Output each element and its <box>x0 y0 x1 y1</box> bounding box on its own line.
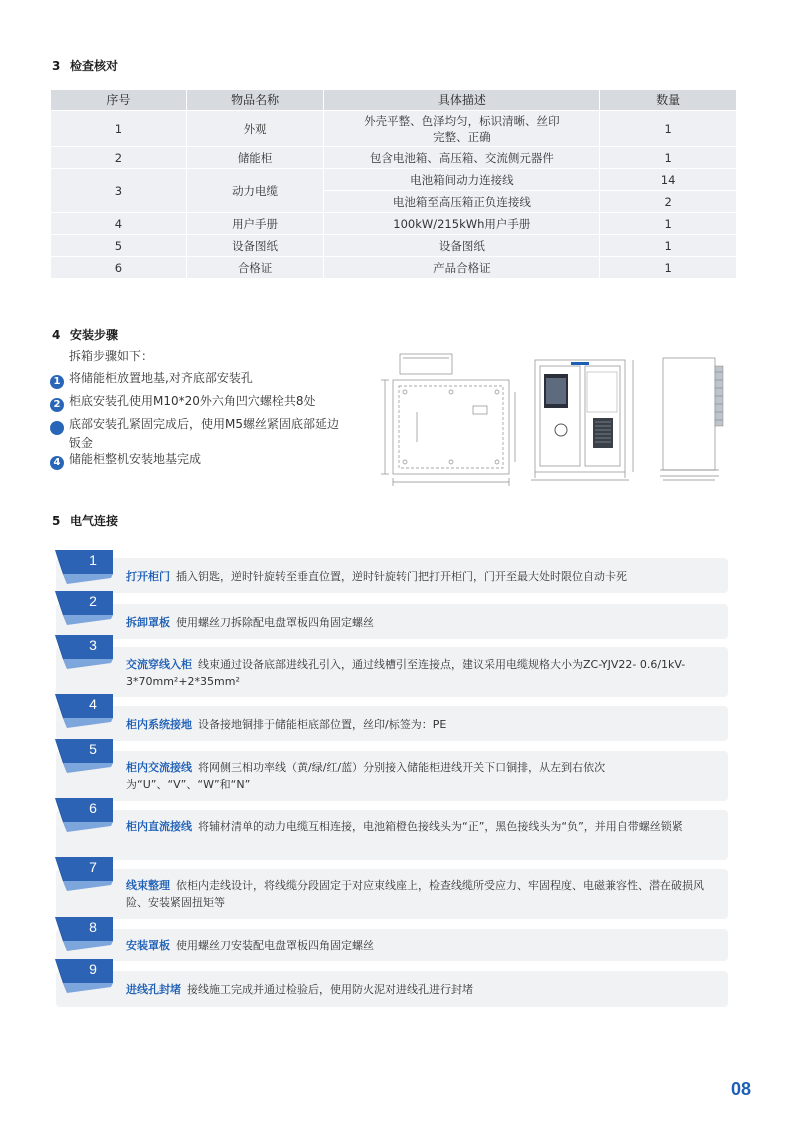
step-number-tab: 9 <box>55 959 127 983</box>
table-header: 具体描述 <box>324 90 600 111</box>
page-number: 08 <box>731 1079 752 1099</box>
install-intro: 拆箱步骤如下： <box>69 349 154 363</box>
step-number-tab: 2 <box>55 591 127 615</box>
step-number-tab: 8 <box>55 917 127 941</box>
install-step: 4 储能柜整机安装地基完成 <box>50 451 201 470</box>
table-row: 6 合格证 产品合格证 1 <box>51 257 737 279</box>
step-number-tab: 7 <box>55 857 127 881</box>
check-table <box>50 89 737 279</box>
section-title-electrical: 5 电气连接 <box>52 514 119 528</box>
table-header-row <box>51 90 737 111</box>
step-number-tab: 6 <box>55 798 127 822</box>
table-row: 2 储能柜 包含电池箱、高压箱、交流侧元器件 1 <box>51 147 737 169</box>
step-card: 柜内系统接地 设备接地铜排于储能柜底部位置，丝印/标签为：PE <box>56 706 728 741</box>
step-card: 安装罩板 使用螺丝刀安装配电盘罩板四角固定螺丝 <box>56 929 728 961</box>
step-number-tab: 1 <box>55 550 127 574</box>
table-row: 电池箱至高压箱正负连接线 2 <box>51 191 737 213</box>
step-card: 线束整理 依柜内走线设计，将线缆分段固定于对应束线座上，检查线缆所受应力、牢固程度、电磁兼容性、潜在破损风险、安装紧固扭矩等 <box>56 869 728 919</box>
step-card: 进线孔封堵 接线施工完成并通过检验后，使用防火泥对进线孔进行封堵 <box>56 971 728 1007</box>
step-number-tab: 3 <box>55 635 127 659</box>
table-header: 序号 <box>51 90 187 111</box>
table-row: 5 设备图纸 设备图纸 1 <box>51 235 737 257</box>
top-box <box>400 354 452 374</box>
vent-grille <box>593 418 613 448</box>
table-row: 1 外观 外壳平整、色泽均匀，标识清晰、丝印完整、正确 1 <box>51 111 737 147</box>
table-header: 物品名称 <box>186 90 324 111</box>
table-header: 数量 <box>600 90 737 111</box>
install-step: 2 柜底安装孔使用M10*20外六角凹穴螺栓共8处 <box>50 393 316 412</box>
step-card: 拆卸罩板 使用螺丝刀拆除配电盘罩板四角固定螺丝 <box>56 604 728 639</box>
section-title-install: 4 安装步骤 <box>52 328 119 342</box>
step-card: 交流穿线入柜 线束通过设备底部进线孔引入，通过线槽引至连接点，建议采用电缆规格大小为ZC-YJV22- 0.6/1kV-3*70mm²+2*35mm² <box>56 647 728 697</box>
section-title-check: 3 检查核对 <box>52 59 119 73</box>
cabinet-drawing <box>355 352 739 492</box>
table-row: 4 用户手册 100kW/215kWh用户手册 1 <box>51 213 737 235</box>
install-step: 1 将储能柜放置地基,对齐底部安装孔 <box>50 370 253 389</box>
step-card: 柜内直流接线 将辅材清单的动力电缆互相连接，电池箱橙色接线头为“正”，黑色接线头为“负”，并用自带螺丝锁紧 <box>56 810 728 860</box>
step-card: 打开柜门 插入钥匙，逆时针旋转至垂直位置，逆时针旋转门把打开柜门，门开至最大处时限位自动卡死 <box>56 558 728 593</box>
step-number-tab: 5 <box>55 739 127 763</box>
side-cabinet <box>663 358 715 470</box>
table-row: 3 动力电缆 电池箱间动力连接线 14 <box>51 169 737 191</box>
install-step: 3 底部安装孔紧固完成后，使用M5螺丝紧固底部延边钣金 <box>44 417 339 450</box>
step-number-tab: 4 <box>55 694 127 718</box>
step-card: 柜内交流接线 将网侧三相功率线（黄/绿/红/蓝）分别接入储能柜进线开关下口铜排，从左到右依次为“U”、“V”、“W”和“N” <box>56 751 728 801</box>
